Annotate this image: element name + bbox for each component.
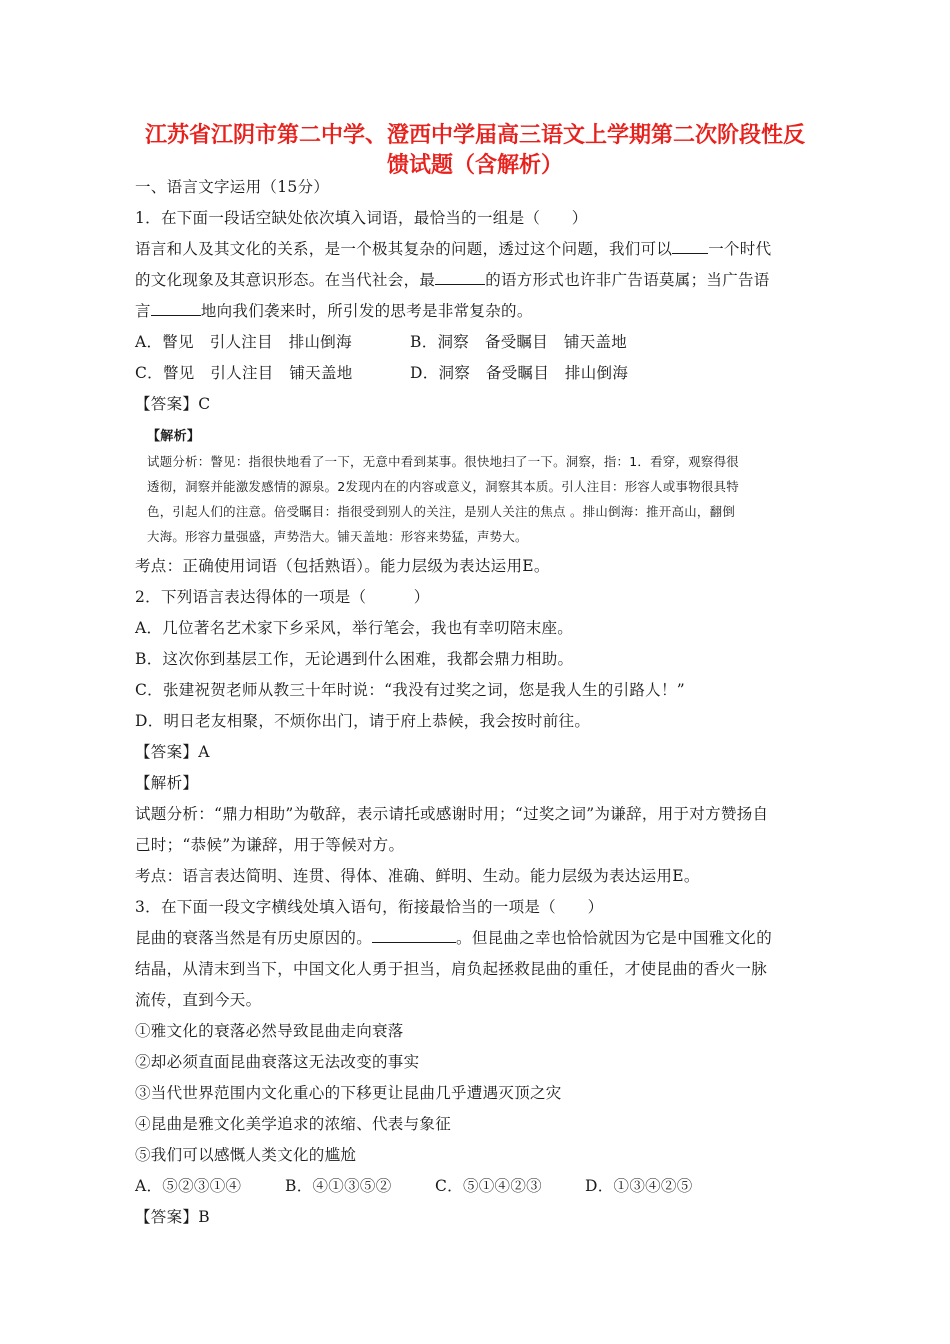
q1-passage-line-2 [135, 265, 815, 296]
q1-option-a: A．瞥见 引人注目 排山倒海 [135, 333, 352, 351]
q1-kaodian: 考点：正确使用词语（包括熟语）。能力层级为表达运用E。 [135, 557, 550, 575]
q3-stem: 3．在下面一段文字横线处填入语句，衔接最恰当的一项是（ ） [135, 898, 604, 916]
q1-option-c: C．瞥见 引人注目 铺天盖地 [135, 364, 353, 382]
document-body [135, 172, 815, 1233]
q2-analysis-heading: 【解析】 [135, 774, 199, 792]
q3-sentence-2: ②却必须直面昆曲衰落这无法改变的事实 [135, 1053, 420, 1071]
q3-passage-line-2: 结晶，从清末到当下，中国文化人勇于担当，肩负起拯救昆曲的重任，才使昆曲的香火一脉 [135, 960, 768, 978]
q2-option-c: C．张建祝贺老师从教三十年时说：“我没有过奖之词，您是我人生的引路人！” [135, 681, 686, 699]
q1-options-row-1 [135, 327, 815, 358]
q3-sentence-1: ①雅文化的衰落必然导致昆曲走向衰落 [135, 1022, 404, 1040]
q2-stem: 2．下列语言表达得体的一项是（ ） [135, 588, 430, 606]
q1-passage-line-1 [135, 234, 815, 265]
q1-options-row-2 [135, 358, 815, 389]
q1-analysis-line-1: 试题分析：瞥见：指很快地看了一下，无意中看到某事。很快地扫了一下。洞察，指：1．看穿，观察得很 [147, 454, 739, 469]
q1-option-b: B．洞察 备受瞩目 铺天盖地 [410, 333, 628, 351]
title-line-2: 馈试题（含解析） [386, 152, 563, 178]
q3-sentence-5: ⑤我们可以感慨人类文化的尴尬 [135, 1146, 357, 1164]
q1-blank-3 [151, 298, 201, 316]
q1-analysis-line-2: 透彻，洞察并能激发感情的源泉。2发现内在的内容或意义，洞察其本质。引人注目：形容人或事物很具特 [147, 479, 739, 494]
q1-option-d: D．洞察 备受瞩目 排山倒海 [410, 364, 629, 382]
document-title [135, 120, 815, 180]
title-line-1: 江苏省江阴市第二中学、澄西中学届高三语文上学期第二次阶段性反 [144, 122, 805, 148]
q1-passage-text: 言 [135, 302, 151, 320]
q1-passage-text: 地向我们袭来时，所引发的思考是非常复杂的。 [200, 302, 533, 320]
q1-passage-text: 语言和人及其文化的关系，是一个极其复杂的问题，透过这个问题，我们可以 [135, 240, 673, 258]
q2-analysis-line-2: 己时；“恭候”为谦辞，用于等候对方。 [135, 836, 405, 854]
q2-answer: 【答案】A [135, 743, 210, 761]
q3-option-b: B．④①③⑤② [285, 1177, 392, 1195]
q2-analysis-line-1: 试题分析：“鼎力相助”为敬辞，表示请托或感谢时用；“过奖之词”为谦辞，用于对方赞扬自 [135, 805, 769, 823]
q3-option-a: A．⑤②③①④ [135, 1177, 242, 1195]
q3-passage-line-3: 流传，直到今天。 [135, 991, 262, 1009]
q1-blank-1 [672, 236, 708, 254]
q1-blank-2 [435, 267, 485, 285]
q3-blank [372, 925, 456, 943]
q1-answer: 【答案】C [135, 395, 211, 413]
q3-sentence-3: ③当代世界范围内文化重心的下移更让昆曲几乎遭遇灭顶之灾 [135, 1084, 562, 1102]
q1-passage-line-3 [135, 296, 815, 327]
q3-passage-text: 。但昆曲之幸也恰恰就因为它是中国雅文化的 [456, 929, 773, 947]
q2-option-b: B．这次你到基层工作，无论遇到什么困难，我都会鼎力相助。 [135, 650, 574, 668]
q1-passage-text: 的文化现象及其意识形态。在当代社会，最 [135, 271, 436, 289]
q3-answer: 【答案】B [135, 1208, 210, 1226]
q1-analysis-line-3: 色，引起人们的注意。倍受瞩目：指很受到别人的关注，是别人关注的焦点 。排山倒海：推开高山，翻倒 [147, 504, 736, 519]
q3-passage-text: 昆曲的衰落当然是有历史原因的。 [135, 929, 373, 947]
q3-passage-line-1 [135, 923, 815, 954]
q1-passage-text: 一个时代 [708, 240, 772, 258]
q1-analysis-heading: 【解析】 [147, 429, 201, 444]
q2-kaodian: 考点：语言表达简明、连贯、得体、准确、鲜明、生动。能力层级为表达运用E。 [135, 867, 700, 885]
q1-passage-text: 的语方形式也许非广告语莫属；当广告语 [485, 271, 770, 289]
q1-analysis-line-4: 大海。形容力量强盛，声势浩大。铺天盖地：形容来势猛，声势大。 [147, 529, 528, 544]
q1-stem: 1．在下面一段话空缺处依次填入词语，最恰当的一组是（ ） [135, 209, 588, 227]
q2-option-d: D．明日老友相聚，不烦你出门，请于府上恭候，我会按时前往。 [135, 712, 591, 730]
q3-options-row [135, 1171, 815, 1202]
q3-option-c: C．⑤①④②③ [435, 1177, 542, 1195]
q2-option-a: A．几位著名艺术家下乡采风，举行笔会，我也有幸叨陪末座。 [135, 619, 574, 637]
q3-sentence-4: ④昆曲是雅文化美学追求的浓缩、代表与象征 [135, 1115, 452, 1133]
section-heading: 一、语言文字运用（15分） [135, 178, 330, 196]
q3-option-d: D．①③④②⑤ [585, 1177, 693, 1195]
q1-analysis [147, 424, 815, 549]
